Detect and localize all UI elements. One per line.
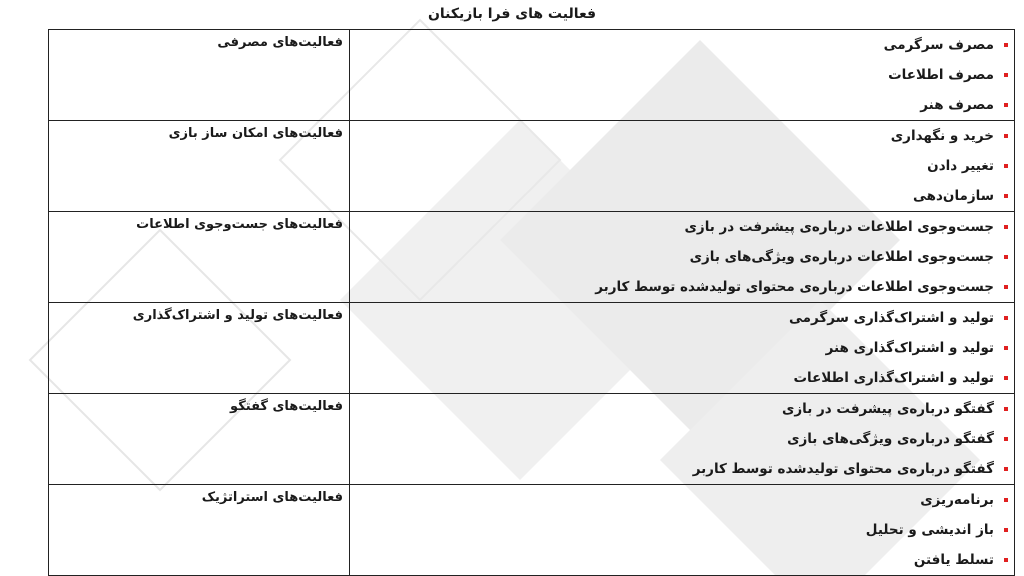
table-row [49,485,1015,576]
category-cell [49,121,350,212]
list-item: مصرف اطلاعات [350,60,1014,90]
page-title: فعالیت های فرا بازیکنان [427,6,597,22]
bullet-icon [1004,376,1008,380]
category-cell [49,303,350,394]
bullet-icon [1004,164,1008,168]
bullet-icon [1004,43,1008,47]
list-item: تسلط یافتن [350,545,1014,575]
list-item: تولید و اشتراک‌گذاری اطلاعات [350,363,1014,393]
bullet-icon [1004,134,1008,138]
bullet-icon [1004,194,1008,198]
category-cell [49,485,350,576]
category-label: فعالیت‌های گفتگو [230,399,343,414]
bullet-icon [1004,528,1008,532]
bullet-icon [1004,437,1008,441]
list-item: گفتگو درباره‌ی محتوای تولیدشده توسط کاربر [350,454,1014,484]
bullet-icon [1004,316,1008,320]
bullet-icon [1004,73,1008,77]
items-cell [350,303,1015,394]
bullet-icon [1004,285,1008,289]
items-cell [350,30,1015,121]
list-item: گفتگو درباره‌ی پیشرفت در بازی [350,394,1014,424]
table-row [49,30,1015,121]
list-item: تولید و اشتراک‌گذاری هنر [350,333,1014,363]
list-item: باز اندیشی و تحلیل [350,515,1014,545]
table-row [49,303,1015,394]
bullet-icon [1004,103,1008,107]
list-item: برنامه‌ریزی [350,485,1014,515]
list-item: جست‌وجوی اطلاعات درباره‌ی پیشرفت در بازی [350,212,1014,242]
list-item: تغییر دادن [350,151,1014,181]
category-label: فعالیت‌های امکان ساز بازی [168,126,343,141]
category-cell [49,30,350,121]
list-item: جست‌وجوی اطلاعات درباره‌ی محتوای تولیدشده توسط کاربر [350,272,1014,302]
list-item: مصرف هنر [350,90,1014,120]
bullet-icon [1004,255,1008,259]
bullet-icon [1004,558,1008,562]
category-label: فعالیت‌های استراتژیک [201,490,343,505]
items-cell [350,394,1015,485]
table-row [49,121,1015,212]
list-item: گفتگو درباره‌ی ویژگی‌های بازی [350,424,1014,454]
items-cell [350,485,1015,576]
category-cell [49,394,350,485]
table-row [49,212,1015,303]
bullet-icon [1004,225,1008,229]
list-item: مصرف سرگرمی [350,30,1014,60]
bullet-icon [1004,467,1008,471]
category-label: فعالیت‌های تولید و اشتراک‌گذاری [132,308,343,323]
bullet-icon [1004,498,1008,502]
category-cell [49,212,350,303]
list-item: سازمان‌دهی [350,181,1014,211]
bullet-icon [1004,407,1008,411]
table-row [49,394,1015,485]
category-label: فعالیت‌های مصرفی [217,35,343,50]
items-cell [350,121,1015,212]
items-cell [350,212,1015,303]
bullet-icon [1004,346,1008,350]
category-label: فعالیت‌های جست‌وجوی اطلاعات [136,217,343,232]
list-item: خرید و نگهداری [350,121,1014,151]
list-item: تولید و اشتراک‌گذاری سرگرمی [350,303,1014,333]
list-item: جست‌وجوی اطلاعات درباره‌ی ویژگی‌های بازی [350,242,1014,272]
activities-table [48,29,1015,576]
